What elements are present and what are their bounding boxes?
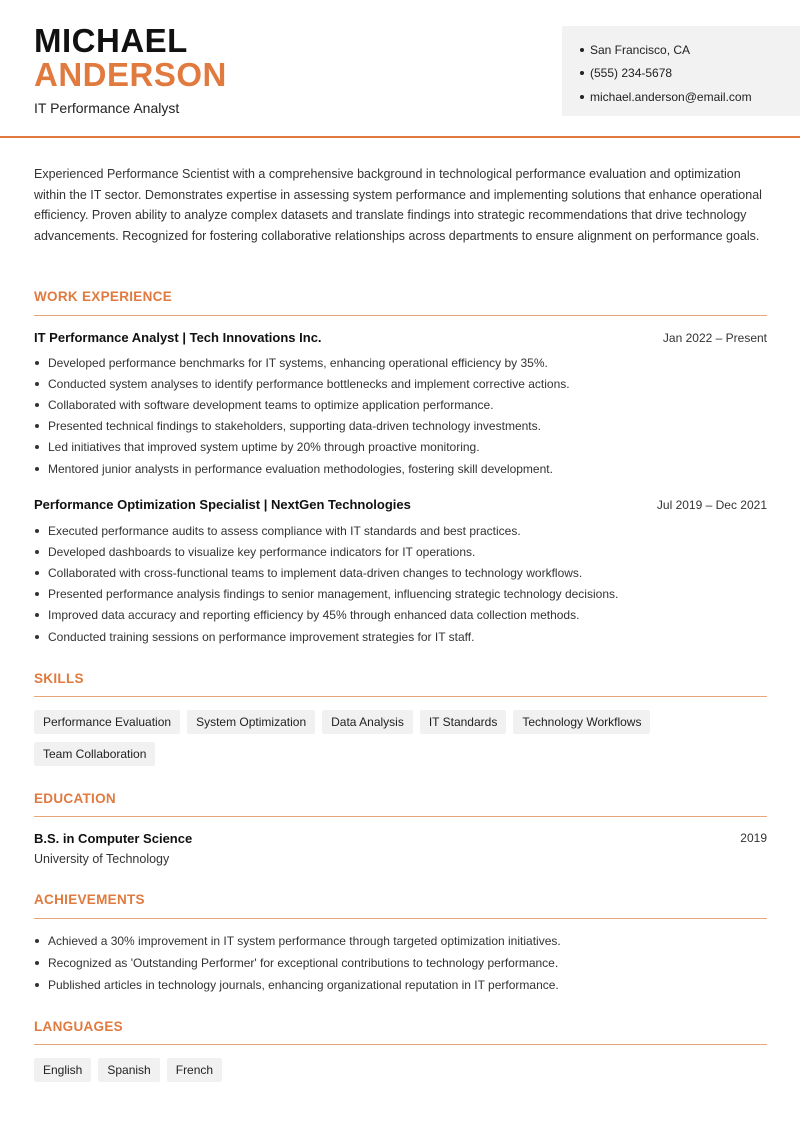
bullet-icon (35, 983, 39, 987)
bullet-icon (580, 71, 584, 75)
contact-phone (580, 62, 800, 86)
bullet-icon (35, 939, 39, 943)
job-dates: Jan 2022 – Present (662, 330, 767, 345)
skill-chip: IT Standards (420, 710, 506, 734)
bullet-text: Developed dashboards to visualize key performance indicators for IT operations. (48, 544, 476, 559)
section-divider (34, 696, 767, 697)
resume-header (0, 0, 800, 138)
list-item (34, 416, 767, 437)
language-chip: English (34, 1058, 91, 1082)
bullet-text: Conducted training sessions on performance improvement strategies for IT staff. (48, 629, 475, 644)
bullet-icon (35, 550, 39, 554)
bullet-icon (35, 361, 39, 365)
job-bullets (34, 520, 767, 647)
section-title-work: WORK EXPERIENCE (34, 289, 173, 304)
list-item (34, 437, 767, 458)
skill-chip: System Optimization (187, 710, 315, 734)
skills-list (34, 710, 767, 766)
languages-list (34, 1058, 767, 1082)
section-divider (34, 315, 767, 316)
list-item (34, 458, 767, 479)
language-chip: French (167, 1058, 222, 1082)
bullet-icon (35, 403, 39, 407)
degree: B.S. in Computer Science (34, 831, 193, 846)
section-divider (34, 918, 767, 919)
skill-chip: Technology Workflows (513, 710, 650, 734)
bullet-text: Recognized as 'Outstanding Performer' for exceptional contributions to technology performance. (48, 956, 559, 970)
bullet-text: Presented performance analysis findings to senior management, influencing strategic technology decisions. (48, 587, 619, 602)
bullet-text: Published articles in technology journals, enhancing organizational reputation in IT performance. (48, 978, 559, 992)
bullet-icon (35, 571, 39, 575)
bullet-text: Developed performance benchmarks for IT systems, enhancing operational efficiency by 35%. (48, 355, 548, 370)
section-divider (34, 816, 767, 817)
bullet-text: Executed performance audits to assess compliance with IT standards and best practices. (48, 523, 521, 538)
list-item (34, 541, 767, 562)
job-bullets (34, 352, 767, 479)
section-divider (34, 1044, 767, 1045)
bullet-icon (35, 592, 39, 596)
job-dates: Jul 2019 – Dec 2021 (656, 497, 767, 512)
job-header (34, 497, 767, 512)
bullet-text: Achieved a 30% improvement in IT system performance through targeted optimization initiatives. (48, 934, 561, 948)
education-header (34, 831, 767, 846)
graduation-year: 2019 (740, 831, 767, 845)
job-role: IT Performance Analyst | Tech Innovations Inc. (34, 330, 322, 345)
contact-box (562, 26, 800, 116)
language-chip: Spanish (98, 1058, 159, 1082)
bullet-text: Led initiatives that improved system uptime by 20% through proactive monitoring. (48, 440, 480, 455)
bullet-text: Collaborated with cross-functional teams to implement data-driven changes to technology workflows. (48, 565, 583, 580)
bullet-text: Improved data accuracy and reporting efficiency by 45% through enhanced data collection methods. (48, 608, 580, 623)
bullet-icon (35, 467, 39, 471)
list-item (34, 605, 767, 626)
school-name: University of Technology (34, 852, 170, 866)
phone-text: (555) 234-5678 (590, 66, 673, 81)
list-item (34, 373, 767, 394)
first-name: MICHAEL (34, 22, 188, 59)
bullet-icon (35, 613, 39, 617)
location-text: San Francisco, CA (590, 42, 691, 57)
bullet-text: Mentored junior analysts in performance evaluation methodologies, fostering skill development. (48, 461, 553, 476)
professional-summary: Experienced Performance Scientist with a comprehensive background in technological performance evaluation and optimization within the IT sector. Demonstrates expertise in assessing system performance and implementing solutions that enhance operational efficiency. Proven ability to analyze complex datasets and translate findings into strategic recommendations that drive technology advancements. Recognized for fostering collaborative relationships across departments to ensure alignment on performance goals. (34, 167, 762, 243)
contact-location (580, 38, 800, 62)
list-item (34, 974, 767, 996)
bullet-icon (35, 424, 39, 428)
list-item (34, 352, 767, 373)
bullet-text: Conducted system analyses to identify performance bottlenecks and implement corrective actions. (48, 376, 570, 391)
bullet-icon (580, 95, 584, 99)
bullet-icon (35, 382, 39, 386)
bullet-icon (580, 48, 584, 52)
section-title-achievements: ACHIEVEMENTS (34, 892, 145, 907)
bullet-icon (35, 445, 39, 449)
bullet-icon (35, 529, 39, 533)
list-item (34, 394, 767, 415)
list-item (34, 626, 767, 647)
list-item (34, 584, 767, 605)
job-role: Performance Optimization Specialist | NextGen Technologies (34, 497, 411, 512)
contact-email (580, 85, 800, 109)
list-item (34, 930, 767, 952)
list-item (34, 562, 767, 583)
email-text: michael.anderson@email.com (590, 89, 752, 104)
achievements-list (34, 930, 767, 996)
section-title-languages: LANGUAGES (34, 1019, 123, 1034)
last-name: ANDERSON (34, 56, 227, 93)
bullet-text: Collaborated with software development teams to optimize application performance. (48, 397, 494, 412)
section-title-skills: SKILLS (34, 671, 84, 686)
skill-chip: Team Collaboration (34, 742, 155, 766)
bullet-icon (35, 635, 39, 639)
list-item (34, 952, 767, 974)
job-title: IT Performance Analyst (34, 100, 180, 116)
skill-chip: Performance Evaluation (34, 710, 180, 734)
bullet-text: Presented technical findings to stakeholders, supporting data-driven technology investments. (48, 419, 541, 434)
list-item (34, 520, 767, 541)
job-header (34, 330, 767, 345)
section-title-education: EDUCATION (34, 791, 116, 806)
skill-chip: Data Analysis (322, 710, 413, 734)
bullet-icon (35, 961, 39, 965)
